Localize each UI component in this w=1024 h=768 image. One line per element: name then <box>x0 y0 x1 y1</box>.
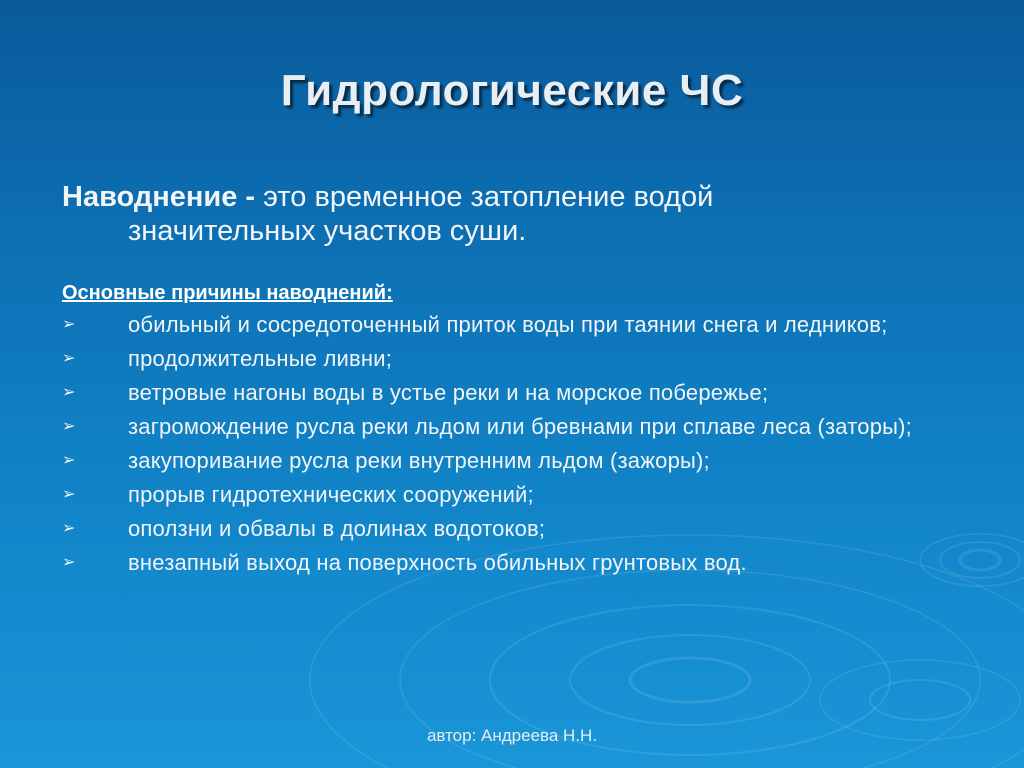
arrow-bullet-icon: ➢ <box>62 554 76 571</box>
list-item-text: прорыв гидротехнических сооружений; <box>128 482 534 507</box>
flood-definition <box>62 180 862 248</box>
slide-title: Гидрологические ЧС <box>280 66 744 115</box>
arrow-bullet-icon: ➢ <box>62 486 76 503</box>
arrow-bullet-icon: ➢ <box>62 384 76 401</box>
definition-text-line2: значительных участков суши. <box>128 215 527 247</box>
arrow-bullet-icon: ➢ <box>62 520 76 537</box>
list-item-text: продолжительные ливни; <box>128 346 393 371</box>
definition-text-line1: это временное затопление водой <box>255 181 714 213</box>
list-item-text: внезапный выход на поверхность обильных грунтовых вод. <box>128 550 747 575</box>
list-item <box>62 346 972 371</box>
list-item-text: загромождение русла реки льдом или бревнами при сплаве леса (заторы); <box>128 414 912 439</box>
author-footer: автор: Андреева Н.Н. <box>426 726 598 745</box>
list-item <box>62 516 972 541</box>
arrow-bullet-icon: ➢ <box>62 418 76 435</box>
causes-list <box>62 312 972 584</box>
list-item <box>62 482 972 507</box>
arrow-bullet-icon: ➢ <box>62 350 76 367</box>
causes-heading: Основные причины наводнений: <box>62 282 393 304</box>
list-item <box>62 312 972 337</box>
arrow-bullet-icon: ➢ <box>62 452 76 469</box>
definition-term: Наводнение - <box>62 181 256 213</box>
arrow-bullet-icon: ➢ <box>62 316 76 333</box>
list-item-text: обильный и сосредоточенный приток воды при таянии снега и ледников; <box>128 312 888 337</box>
list-item <box>62 414 972 439</box>
list-item-text: закупоривание русла реки внутренним льдом (зажоры); <box>128 448 710 473</box>
list-item <box>62 448 972 473</box>
list-item <box>62 550 972 575</box>
list-item <box>62 380 972 405</box>
list-item-text: оползни и обвалы в долинах водотоков; <box>128 516 546 541</box>
list-item-text: ветровые нагоны воды в устье реки и на морское побережье; <box>128 380 769 405</box>
